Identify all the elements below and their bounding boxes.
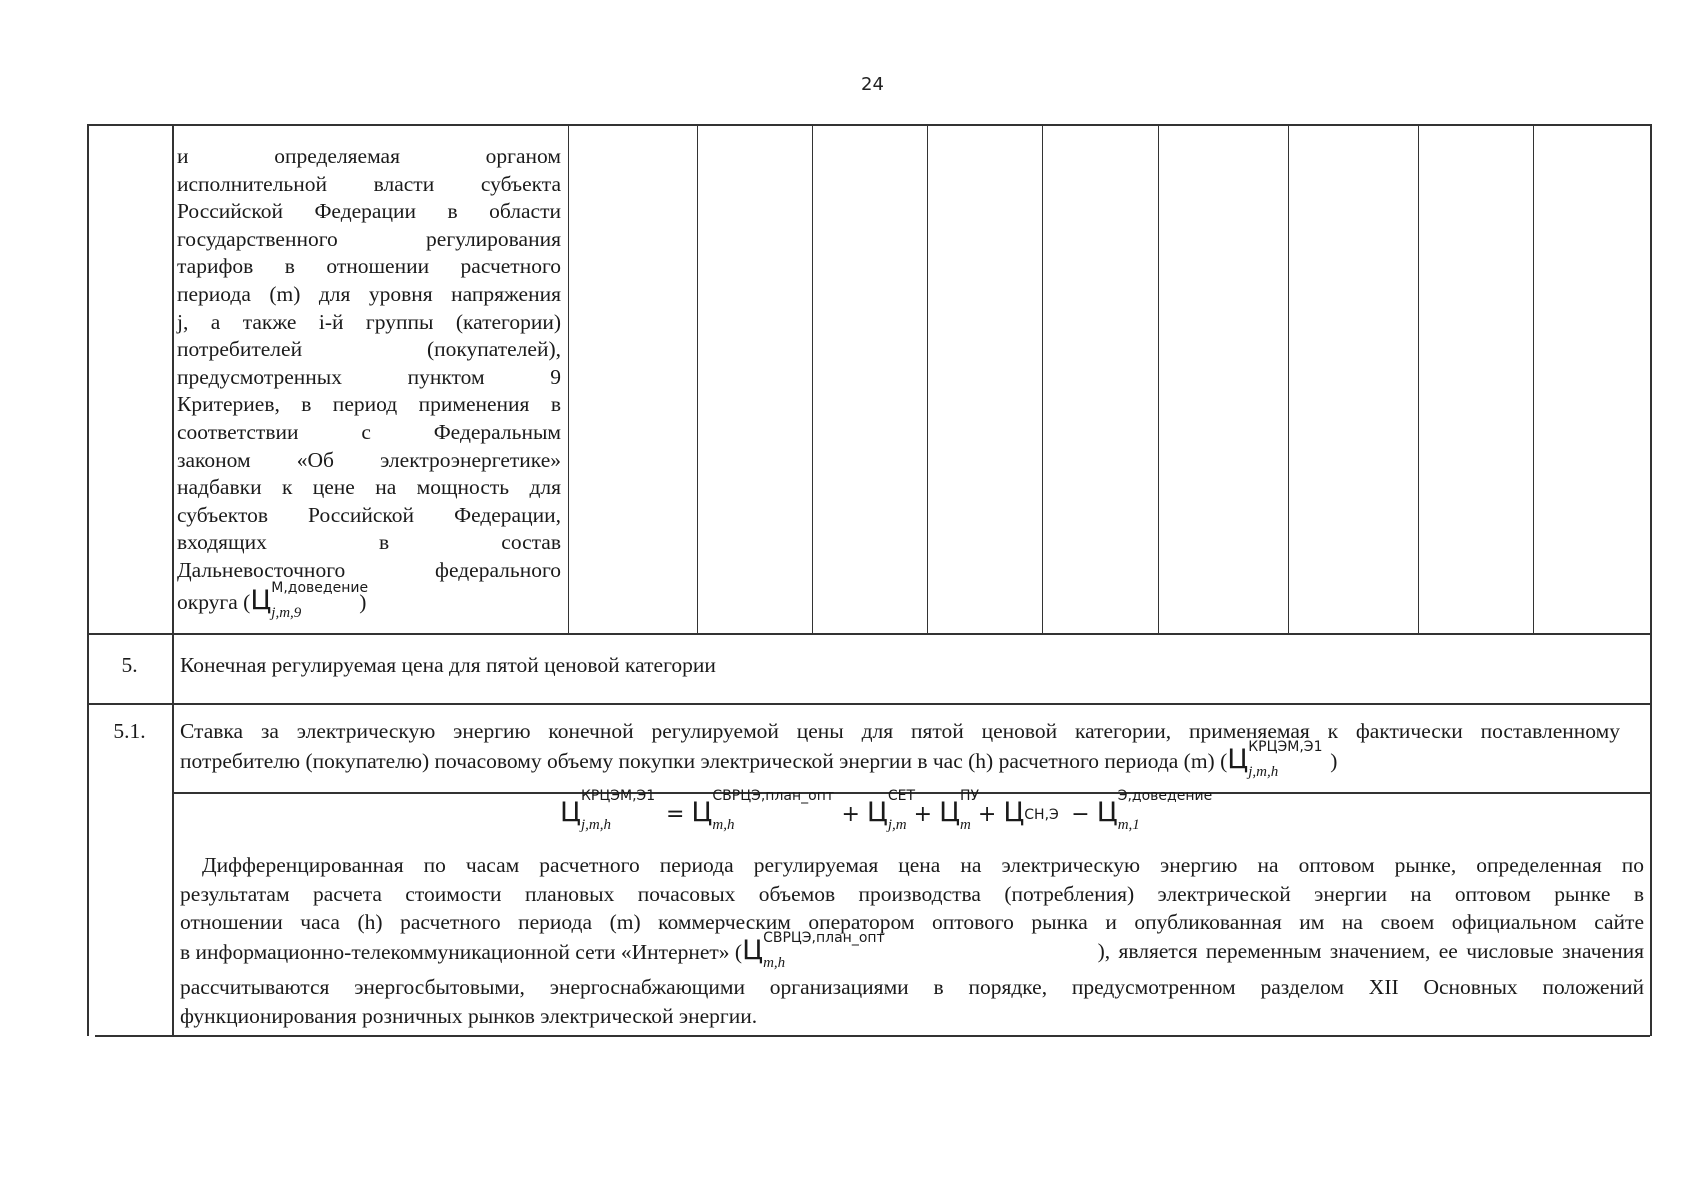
column-divider-7 [1158, 124, 1159, 634]
upper-line-9: предусмотренных пунктом 9 [177, 364, 561, 389]
column-divider-1 [172, 124, 174, 1036]
upper-line-11: соответствии с Федеральным [177, 419, 561, 444]
upper-description-cell [177, 143, 561, 619]
upper-last-suffix: ) [359, 589, 367, 614]
upper-line-16: Дальневосточного федерального [177, 557, 561, 582]
upper-last-prefix: округа ( [177, 589, 251, 614]
upper-line-10: Критериев, в период применения в [177, 392, 561, 417]
page-number: 24 [861, 74, 884, 95]
column-divider-3 [697, 124, 698, 634]
paragraph-line-5: рассчитываются энергосбытовыми, энергоснабжающими организациями в порядке, предусмотренном разделом XII Основных положений [180, 975, 1644, 999]
table-left-border [87, 124, 89, 1036]
upper-line-3: Российской Федерации в области [177, 199, 561, 224]
upper-line-6: периода (m) для уровня напряжения [177, 281, 561, 306]
krcem-symbol: Ц КРЦЭМ,Э1 $_{j,m,h}$ [1227, 738, 1323, 780]
column-divider-8 [1288, 124, 1289, 634]
row51-number: 5.1. [113, 719, 146, 743]
paragraph-line-6: функционирования розничных рынков электрической энергии. [180, 1003, 758, 1028]
row51-line-1: Ставка за электрическую энергию конечной регулируемой цены для пятой ценовой категории, применяемая к фактически поставленному [180, 719, 1620, 743]
column-divider-9 [1418, 124, 1419, 634]
upper-line-5: тарифов в отношении расчетного [177, 254, 561, 279]
paragraph-line-3: отношении часа (h) расчетного периода (m) коммерческим оператором оптового рынка и опубликованная им на своем официальном сайте [180, 910, 1644, 934]
price-symbol-letter: Ц [250, 584, 272, 616]
column-divider-2 [568, 124, 569, 634]
upper-line-1: и определяемая органом [177, 144, 561, 168]
upper-line-7: j, а также i-й группы (категории) [177, 309, 561, 334]
row51-description [180, 718, 1620, 778]
table-top-border [87, 124, 1650, 126]
upper-line-15: входящих в состав [177, 530, 561, 555]
upper-line-4: государственного регулирования [177, 226, 561, 251]
paragraph-line-4: в информационно-телекоммуникационной сети «Интернет» (Ц СВРЦЭ,план_опт $_{m,h}$ ), является переменным значением, ее числовые значения [180, 929, 1644, 971]
paragraph-line-2: результатам расчета стоимости плановых почасовых объемов производства (потребления) электрической энергии на оптовом рынке в [180, 881, 1644, 906]
column-divider-4 [812, 124, 813, 634]
column-divider-6 [1042, 124, 1043, 634]
upper-line-2: исполнительной власти субъекта [177, 171, 561, 196]
table-right-border [1650, 124, 1652, 1036]
upper-line-8: потребителей (покупателей), [177, 337, 561, 362]
price-symbol-sup: М,доведение [271, 579, 369, 596]
upper-line-17 [177, 579, 561, 621]
column-divider-10 [1533, 124, 1534, 634]
row5-number: 5. [121, 653, 138, 677]
svrce-symbol: Ц СВРЦЭ,план_опт $_{m,h}$ [742, 929, 885, 971]
column-divider-5 [927, 124, 928, 634]
row-divider-2 [87, 703, 1650, 705]
upper-line-14: субъектов Российской Федерации, [177, 502, 561, 527]
price-formula: Ц КРЦЭМ,Э1 $_{j,m,h}$ = Ц СВРЦЭ,план_опт $_{m,h}$ + Ц СЕТ $_{j,m}$ + Ц ПУ $_m$ + Ц СН,Э − Ц Э,доведение $_{m,1}$ [560, 788, 1213, 833]
explanation-paragraph [180, 851, 1644, 1030]
row-divider-1 [87, 633, 1650, 635]
table-bottom-border [95, 1035, 1650, 1037]
upper-line-13: надбавки к цене на мощность для [177, 475, 561, 500]
price-symbol-dv [250, 579, 369, 621]
row5-title: Конечная регулируемая цена для пятой ценовой категории [180, 653, 716, 677]
price-symbol-sub: j,m,9 [271, 604, 302, 621]
upper-line-12: законом «Об электроэнергетике» [177, 447, 561, 472]
paragraph-line-1: Дифференцированная по часам расчетного периода регулируемая цена на электрическую энергию на оптовом рынке, определенная по [202, 853, 1644, 877]
row51-line-2: потребителю (покупателю) почасовому объему покупки электрической энергии в час (h) расчетного периода (m) (Ц КРЦЭМ,Э1 $_{j,m,h}$ ) [180, 738, 1338, 780]
